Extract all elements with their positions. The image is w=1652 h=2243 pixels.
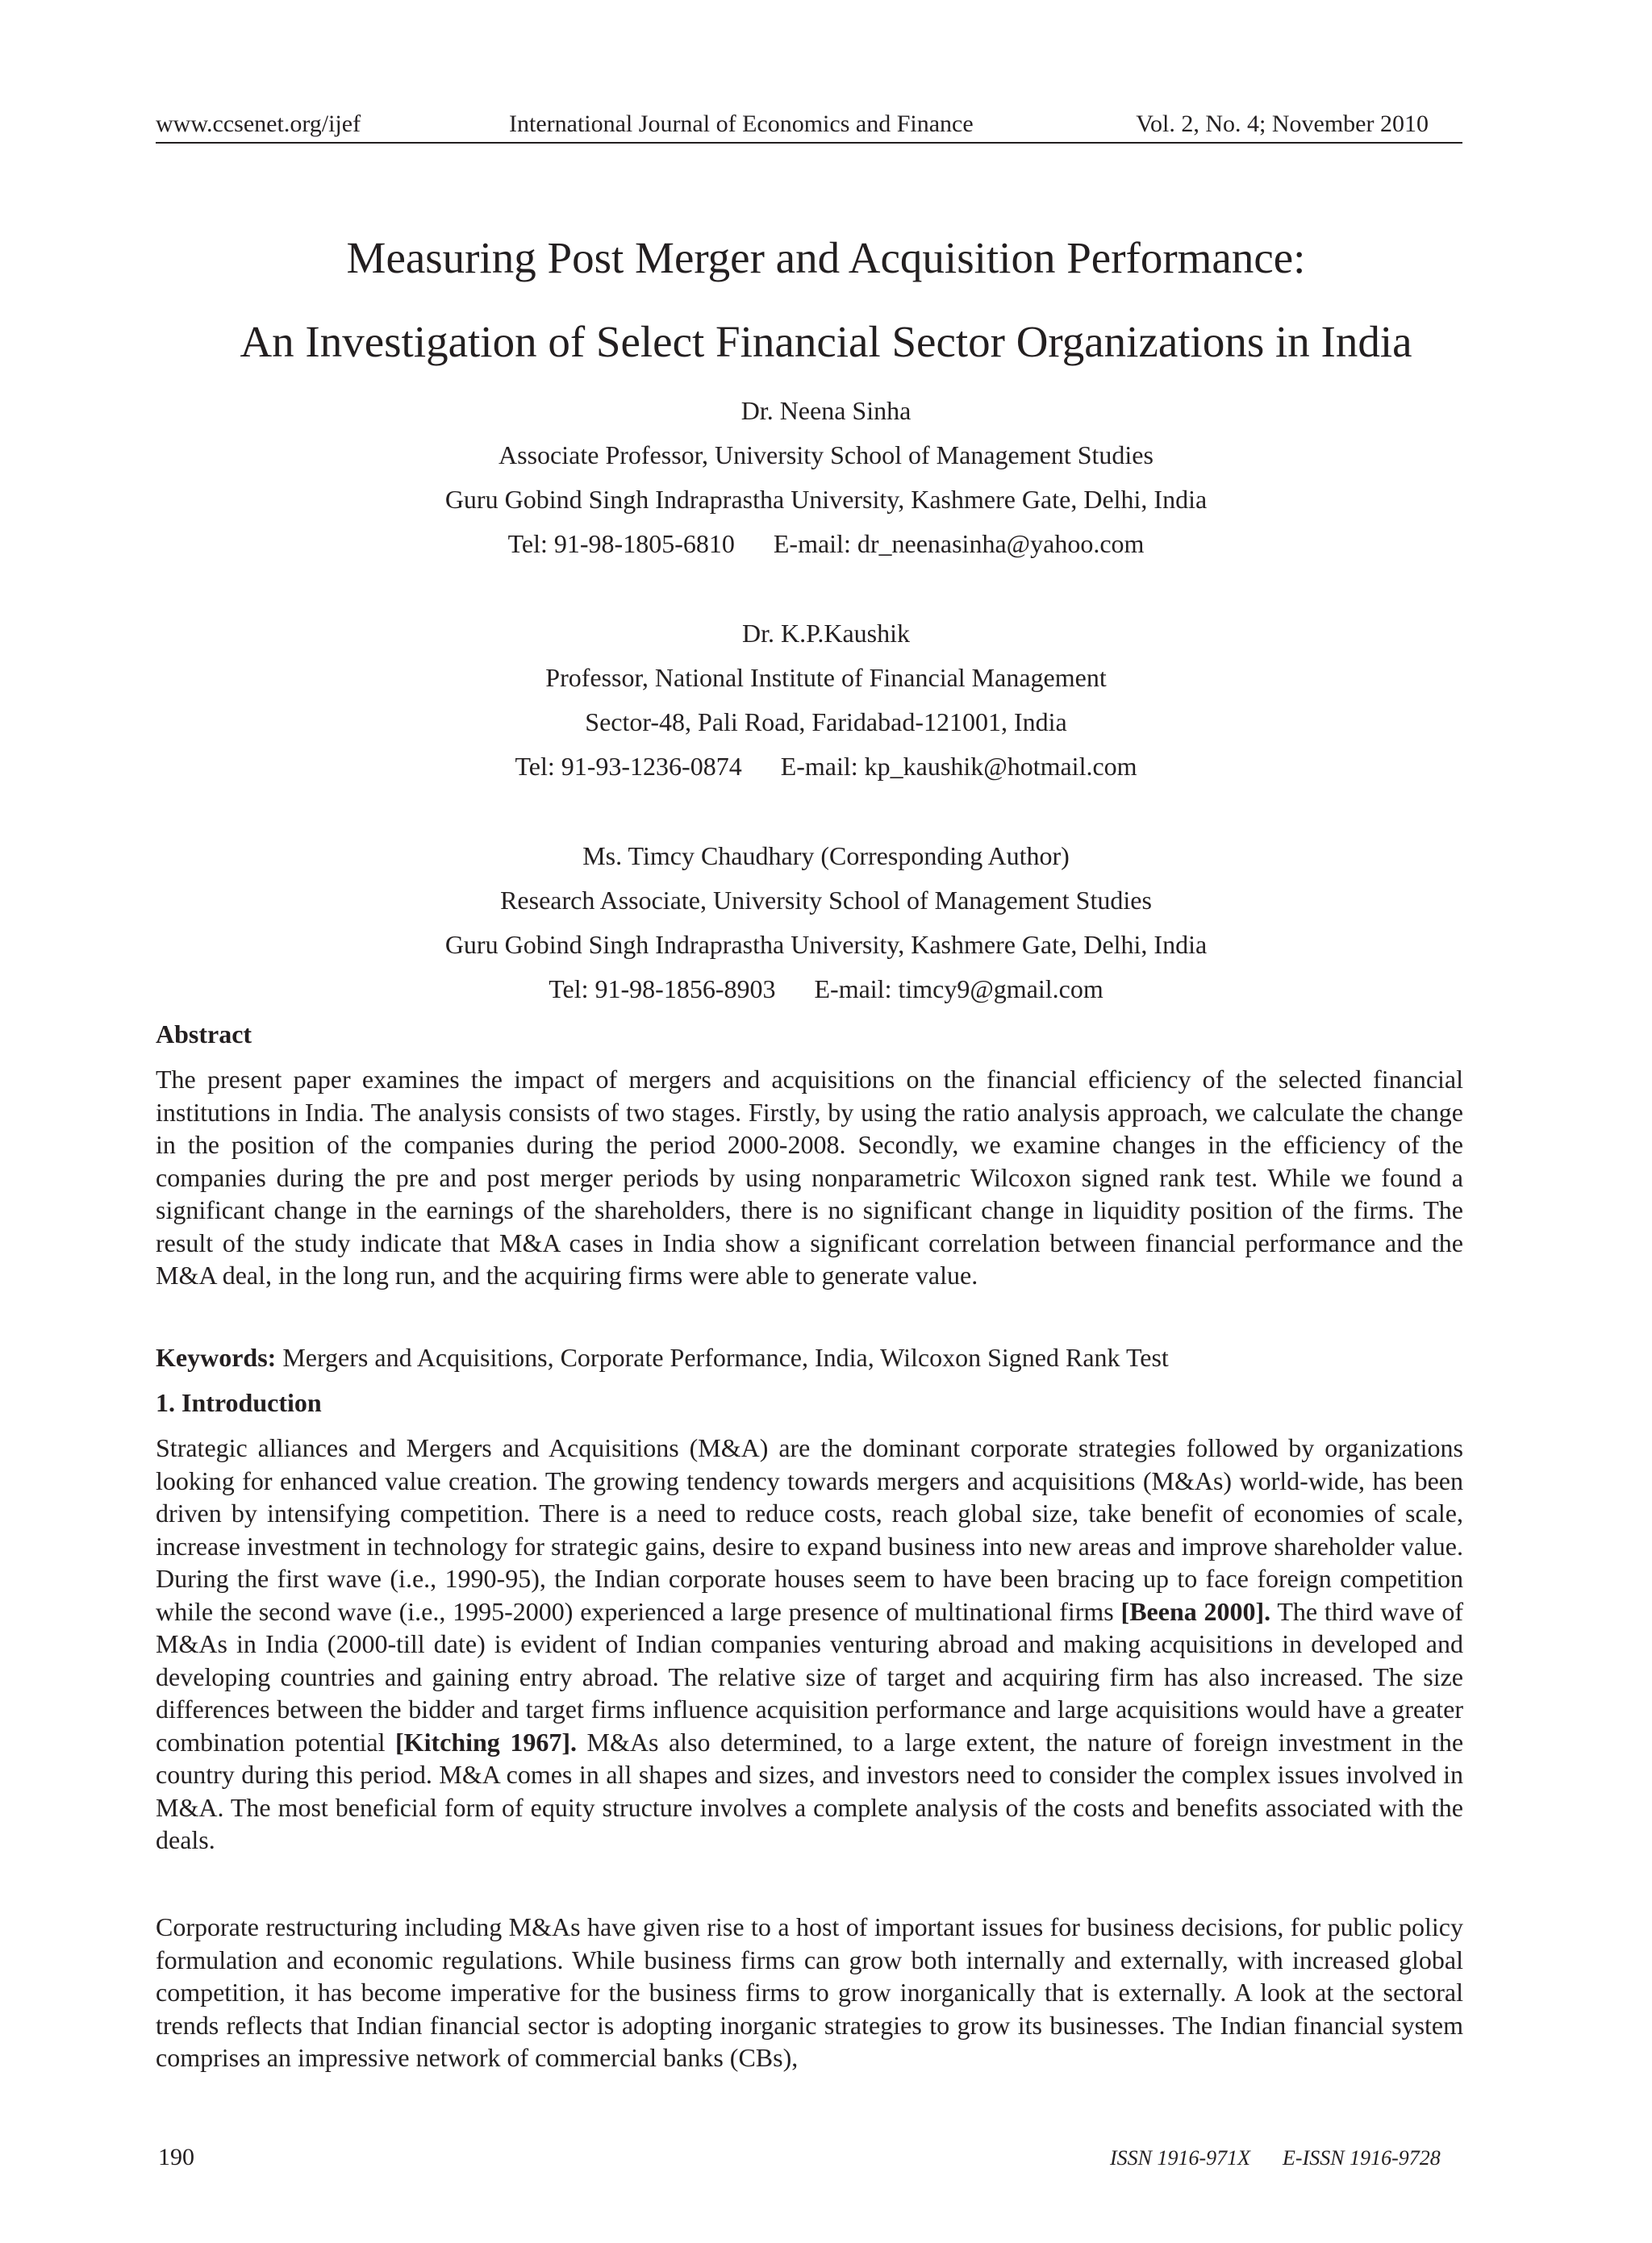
- author-address: Guru Gobind Singh Indraprastha University, Kashmere Gate, Delhi, India: [444, 930, 1208, 959]
- intro-paragraph-2: Corporate restructuring including M&As have given rise to a host of important issues for business decisions, for public policy formulation and economic regulations. While business firms can grow both internally and externally, with increased global competition, it has become imperative for the business firms to grow inorganically that is externally. A look at the sectoral trends reflects that Indian financial sector is adopting inorganic strategies to grow its businesses. The Indian financial system comprises an impressive network of commercial banks (CBs),: [156, 1912, 1463, 2072]
- author-position: Research Associate, University School of Management Studies: [500, 886, 1152, 915]
- citation-beena: [Beena 2000].: [1120, 1596, 1271, 1626]
- author-email: E-mail: dr_neenasinha@yahoo.com: [773, 529, 1145, 558]
- author-position: Associate Professor, University School of Management Studies: [499, 440, 1153, 469]
- author-name: Dr. Neena Sinha: [740, 396, 912, 425]
- author-address: Guru Gobind Singh Indraprastha University, Kashmere Gate, Delhi, India: [444, 485, 1208, 514]
- page-number: 190: [158, 2144, 194, 2170]
- footer-issn: ISSN 1916-971X E-ISSN 1916-9728: [1110, 2146, 1441, 2170]
- keywords: [156, 1341, 1463, 1374]
- running-header: [156, 108, 1462, 144]
- title-line-1: Measuring Post Merger and Acquisition Performance:: [346, 233, 1306, 282]
- abstract-heading: Abstract: [156, 1019, 252, 1049]
- introduction-heading: 1. Introduction: [156, 1388, 322, 1417]
- author-email: E-mail: timcy9@gmail.com: [814, 974, 1103, 1003]
- keywords-text: Mergers and Acquisitions, Corporate Performance, India, Wilcoxon Signed Rank Test: [276, 1343, 1169, 1372]
- author-position: Professor, National Institute of Financial Management: [545, 663, 1107, 692]
- header-volume: Vol. 2, No. 4; November 2010: [1136, 110, 1429, 137]
- author-contact: [0, 750, 1652, 782]
- header-journal: International Journal of Economics and Finance: [509, 110, 974, 137]
- citation-kitching: [Kitching 1967].: [395, 1727, 577, 1757]
- author-tel: Tel: 91-93-1236-0874: [515, 752, 742, 781]
- author-contact: [0, 527, 1652, 560]
- title-line-2: An Investigation of Select Financial Sector Organizations in India: [240, 317, 1412, 366]
- author-email: E-mail: kp_kaushik@hotmail.com: [780, 752, 1137, 781]
- author-tel: Tel: 91-98-1805-6810: [507, 529, 735, 558]
- author-address: Sector-48, Pali Road, Faridabad-121001, India: [585, 707, 1067, 736]
- author-tel: Tel: 91-98-1856-8903: [549, 974, 776, 1003]
- author-name: Dr. K.P.Kaushik: [741, 619, 910, 648]
- abstract-text: The present paper examines the impact of mergers and acquisitions on the financial efficiency of the selected financial institutions in India. The analysis consists of two stages. Firstly, by using the ratio analysis approach, we calculate the change in the position of the companies during the period 2000-2008. Secondly, we examine changes in the efficiency of the companies during the pre and post merger periods by using nonparametric Wilcoxon signed rank test. While we found a significant change in the earnings of the shareholders, there is no significant change in liquidity position of the firms. The result of the study indicate that M&A cases in India show a significant correlation between financial performance and the M&A deal, in the long run, and the acquiring firms were able to generate value.: [156, 1065, 1463, 1290]
- keywords-label: Keywords:: [156, 1343, 277, 1372]
- header-site: www.ccsenet.org/ijef: [156, 110, 361, 137]
- author-name: Ms. Timcy Chaudhary (Corresponding Author): [582, 841, 1070, 870]
- author-contact: [0, 973, 1652, 1005]
- intro-paragraph-1: Strategic alliances and Mergers and Acquisitions (M&A) are the dominant corporate strategies followed by organizations looking for enhanced value creation. The growing tendency towards mergers and acquisitions (M&As) world-wide, has been driven by intensifying competition. There is a need to reduce costs, reach global size, take benefit of economies of scale, increase investment in technology for strategic gains, desire to expand business into new areas and improve shareholder value. During the first wave (i.e., 1990-95), the Indian corporate houses seem to have been bracing up to face foreign competition while the second wave (i.e., 1995-2000) experienced a large presence of multinational firms [Beena 2000]. The third wave of M&As in India (2000-till date) is evident of Indian companies venturing abroad and making acquisitions in developed and developing countries and gaining entry abroad. The relative size of target and acquiring firm has also increased. The size differences between the bidder and target firms influence acquisition performance and large acquisitions would have a greater combination potential [Kitching 1967]. M&As also determined, to a large extent, the nature of foreign investment in the country during this period. M&A comes in all shapes and sizes, and investors need to consider the complex issues involved in M&A. The most beneficial form of equity structure involves a complete analysis of the costs and benefits associated with the deals.: [156, 1433, 1464, 1854]
